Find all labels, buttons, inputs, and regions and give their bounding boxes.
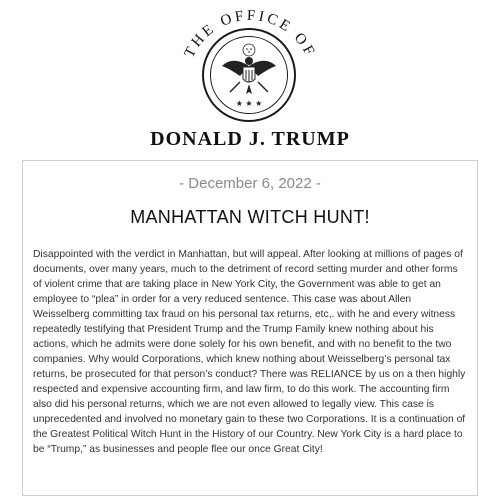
post-title: MANHATTAN WITCH HUNT! — [130, 207, 370, 227]
post-date: - December 6, 2022 - — [179, 175, 321, 192]
presidential-seal — [181, 7, 319, 123]
svg-text:THE OFFICE OF: THE OFFICE OF — [181, 7, 319, 61]
svg-text:★ ★ ★: ★ ★ ★ — [235, 99, 263, 108]
eagle-icon — [210, 36, 288, 114]
post-card — [22, 160, 478, 496]
office-name: DONALD J. TRUMP — [150, 128, 350, 150]
page-header — [0, 0, 500, 156]
post-body: Disappointed with the verdict in Manhattan, but will appeal. After looking at millions of pages of documents, over many years, much to the detriment of record setting murder and other forms of violent crime that are taking place in New York City, the Government was able to get an employee to “plea” in order for a very reduced sentence. This case was about Allen Weisselberg committing tax fraud on his personal tax returns, etc,. with he and every witness repeatedly testifying that President Trump and the Trump Family knew nothing about his actions, which he admits were done solely for his own benefit, and with no benefit to the two companies. Why would Corporations, which knew nothing about Weisselberg’s personal tax returns, be prosecuted for that person’s conduct? There was RELIANCE by us on a then highly respected and expensive accounting firm, and law firm, to do this work. The accounting firm also did his personal returns, which we are not even allowed to legally view. This case is unprecedented and involved no monetary gain to these two Corporations. It is a continuation of the Greatest Political Witch Hunt in the History of our Country. New York City is a hard place to be “Trump,” as businesses and people flee our once Great City! — [33, 249, 466, 455]
